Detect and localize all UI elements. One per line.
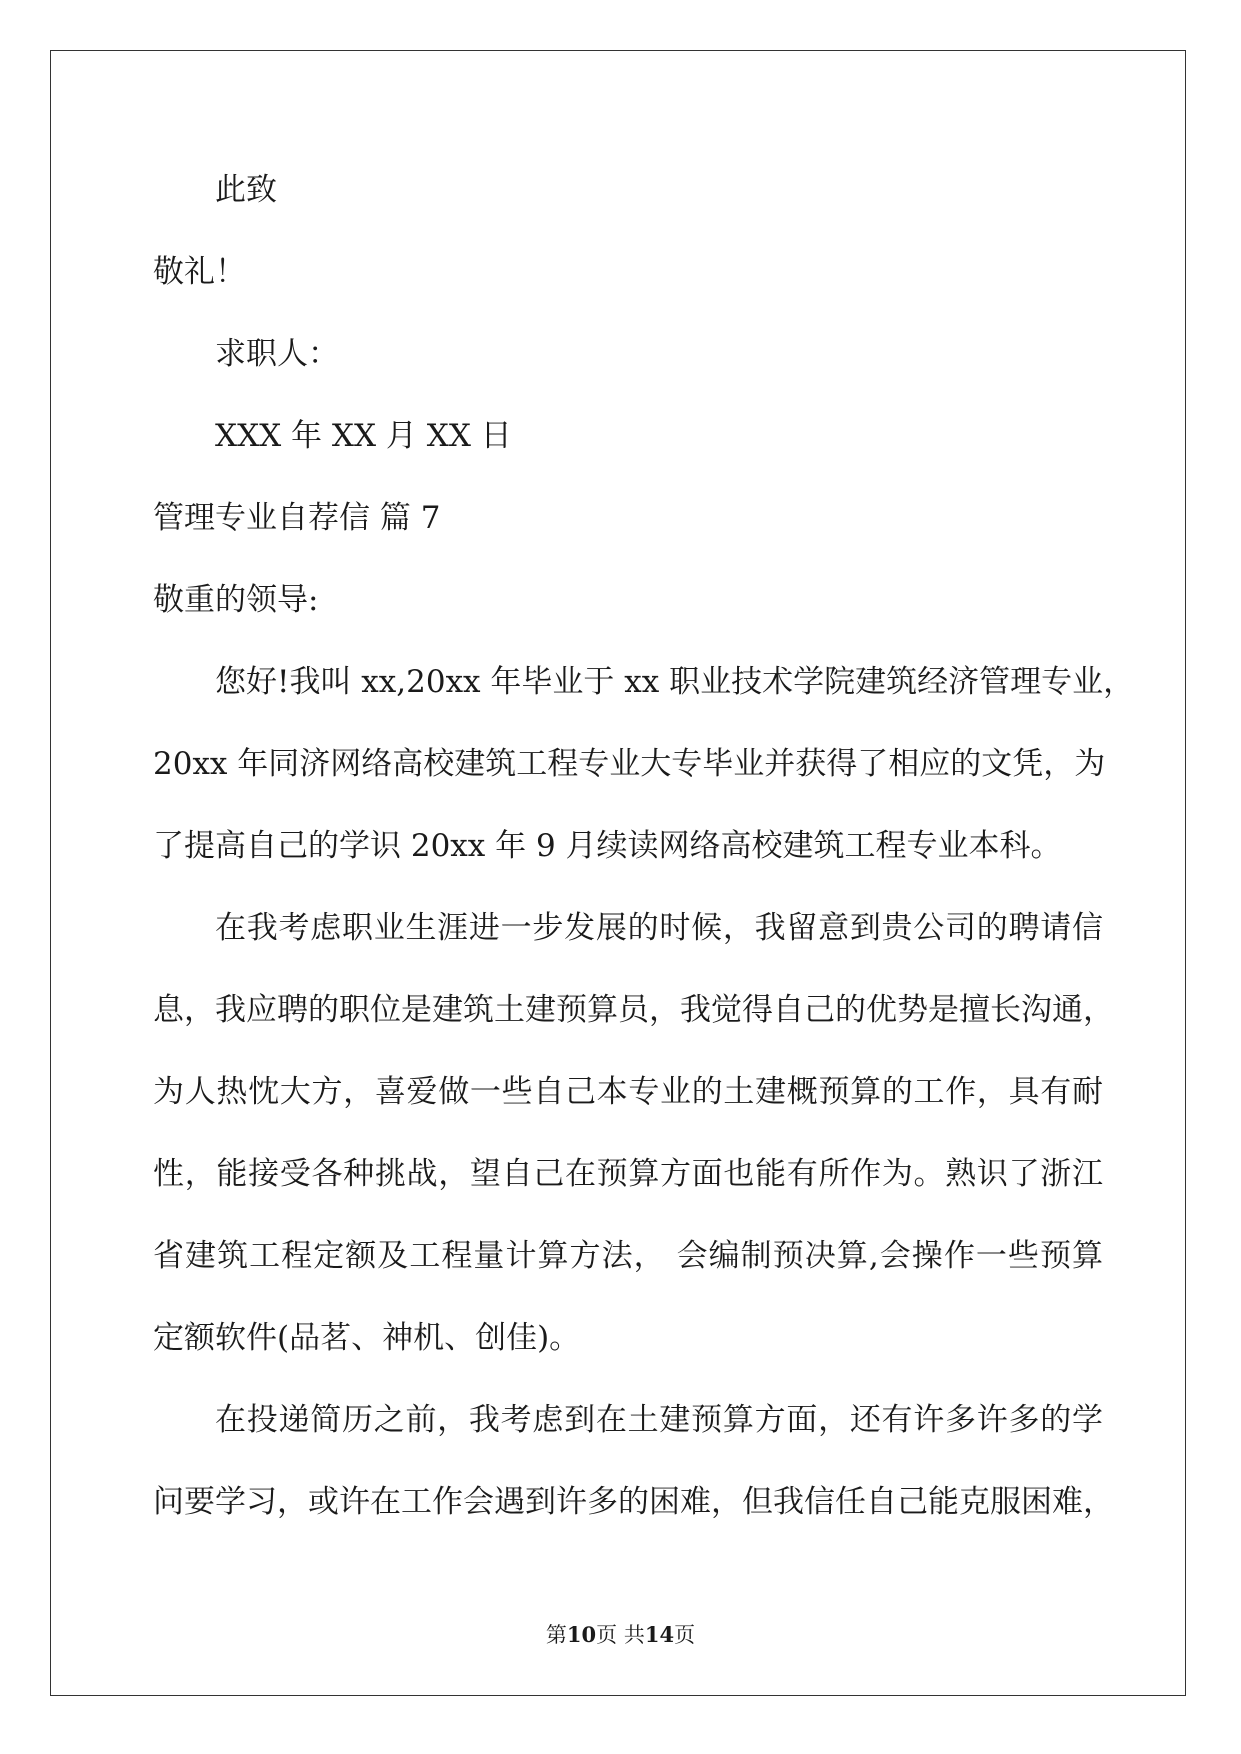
paragraph2-line3: 为人热忱大方，喜爱做一些自己本专业的土建概预算的工作，具有耐 xyxy=(153,1074,1103,1110)
closing-salutation: 此致 xyxy=(215,172,277,208)
paragraph2-line2: 息，我应聘的职位是建筑土建预算员，我觉得自己的优势是擅长沟通， xyxy=(153,992,1114,1028)
paragraph3-line1: 在投递简历之前，我考虑到在土建预算方面，还有许多许多的学 xyxy=(215,1402,1103,1438)
closing-regards: 敬礼！ xyxy=(153,254,246,290)
paragraph1-line3: 了提高自己的学识 20xx 年 9 月续读网络高校建筑工程专业本科。 xyxy=(153,828,1062,864)
paragraph2-line5: 省建筑工程定额及工程量计算方法， 会编制预决算,会操作一些预算 xyxy=(153,1238,1103,1274)
footer-prefix: 第 xyxy=(545,1623,567,1647)
paragraph1-line1: 您好!我叫 xx,20xx 年毕业于 xx 职业技术学院建筑经济管理专业， xyxy=(215,664,1135,700)
paragraph3-line2: 问要学习，或许在工作会遇到许多的困难，但我信任自己能克服困难， xyxy=(153,1484,1114,1520)
section-heading: 管理专业自荐信 篇 7 xyxy=(153,500,441,536)
footer-suffix: 页 xyxy=(674,1623,696,1647)
applicant-label: 求职人： xyxy=(215,336,339,372)
paragraph2-line4: 性，能接受各种挑战，望自己在预算方面也能有所作为。熟识了浙江 xyxy=(153,1156,1103,1192)
letter-date: XXX 年 XX 月 XX 日 xyxy=(215,418,512,454)
greeting: 敬重的领导: xyxy=(153,582,319,618)
footer-middle: 页 共 xyxy=(596,1623,645,1647)
page-number-footer xyxy=(0,1620,1241,1650)
paragraph2-line6: 定额软件(品茗、神机、创佳)。 xyxy=(153,1320,581,1356)
total-page-number: 14 xyxy=(644,1622,675,1647)
paragraph2-line1: 在我考虑职业生涯进一步发展的时候，我留意到贵公司的聘请信 xyxy=(215,910,1103,946)
current-page-number: 10 xyxy=(566,1622,597,1647)
paragraph1-line2: 20xx 年同济网络高校建筑工程专业大专毕业并获得了相应的文凭，为 xyxy=(153,746,1106,782)
